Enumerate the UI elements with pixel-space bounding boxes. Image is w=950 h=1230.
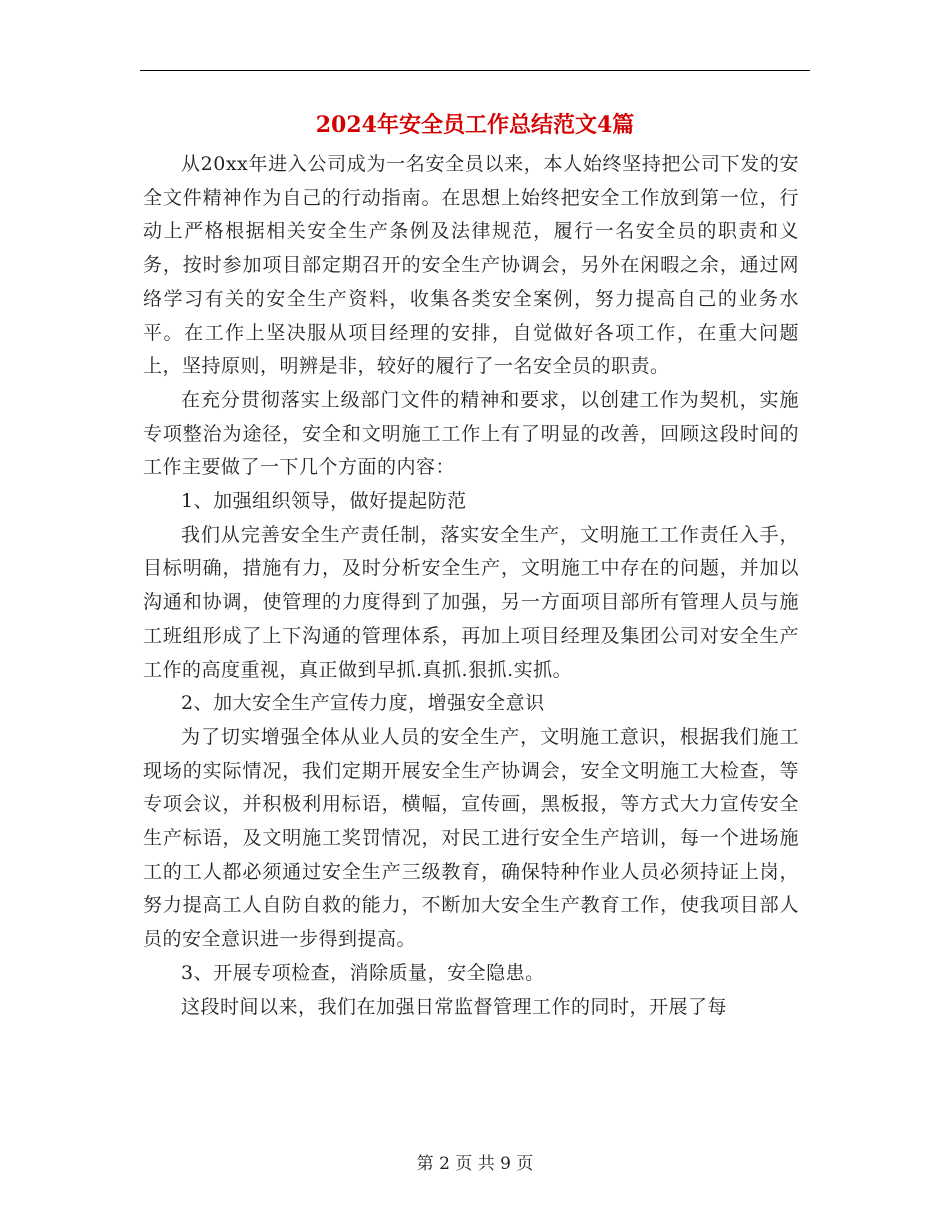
section-heading-2: 2、加大安全生产宣传力度，增强安全意识 [181,692,545,715]
document-title: 2024年安全员工作总结范文4篇 [315,112,635,138]
paragraph-section-3: 这段时间以来，我们在加强日常监督管理工作的同时，开展了每 [181,995,728,1018]
section-heading-3: 3、开展专项检查，消除质量，安全隐患。 [181,961,545,984]
document-body [143,148,799,1024]
page-number-footer: 第 2 页 共 9 页 [416,1154,534,1174]
header-rule [140,70,810,71]
paragraph-intro: 从20xx年进入公司成为一名安全员以来，本人始终坚持把公司下发的安全文件精神作为自己的行动指南。在思想上始终把安全工作放到第一位，行动上严格根据相关安全生产条例及法律规范，履行一名安全员的职责和义务，按时参加项目部定期召开的安全生产协调会，另外在闲暇之余，通过网络学习有关的安全生产资料，收集各类安全案例，努力提高自己的业务水平。在工作上坚决服从项目经理的安排，自觉做好各项工作，在重大问题上，坚持原则，明辨是非，较好的履行了一名安全员的职责。 [143,153,799,378]
section-heading-1: 1、加强组织领导，做好提起防范 [181,490,467,513]
paragraph-section-1: 我们从完善安全生产责任制，落实安全生产，文明施工工作责任入手，目标明确，措施有力，及时分析安全生产，文明施工中存在的问题，并加以沟通和协调，使管理的力度得到了加强，另一方面项目部所有管理人员与施工班组形成了上下沟通的管理体系，再加上项目经理及集团公司对安全生产工作的高度重视，真正做到早抓.真抓.狠抓.实抓。 [143,523,799,681]
paragraph-section-2: 为了切实增强全体从业人员的安全生产，文明施工意识，根据我们施工现场的实际情况，我们定期开展安全生产协调会，安全文明施工大检查，等专项会议，并积极利用标语，横幅，宣传画，黑板报，等方式大力宣传安全生产标语，及文明施工奖罚情况，对民工进行安全生产培训，每一个进场施工的工人都必须通过安全生产三级教育，确保特种作业人员必须持证上岗，努力提高工人自防自救的能力，不断加大安全生产教育工作，使我项目部人员的安全意识进一步得到提高。 [143,725,799,951]
paragraph-overview: 在充分贯彻落实上级部门文件的精神和要求，以创建工作为契机，实施专项整治为途径，安全和文明施工工作上有了明显的改善，回顾这段时间的工作主要做了一下几个方面的内容： [143,388,799,479]
